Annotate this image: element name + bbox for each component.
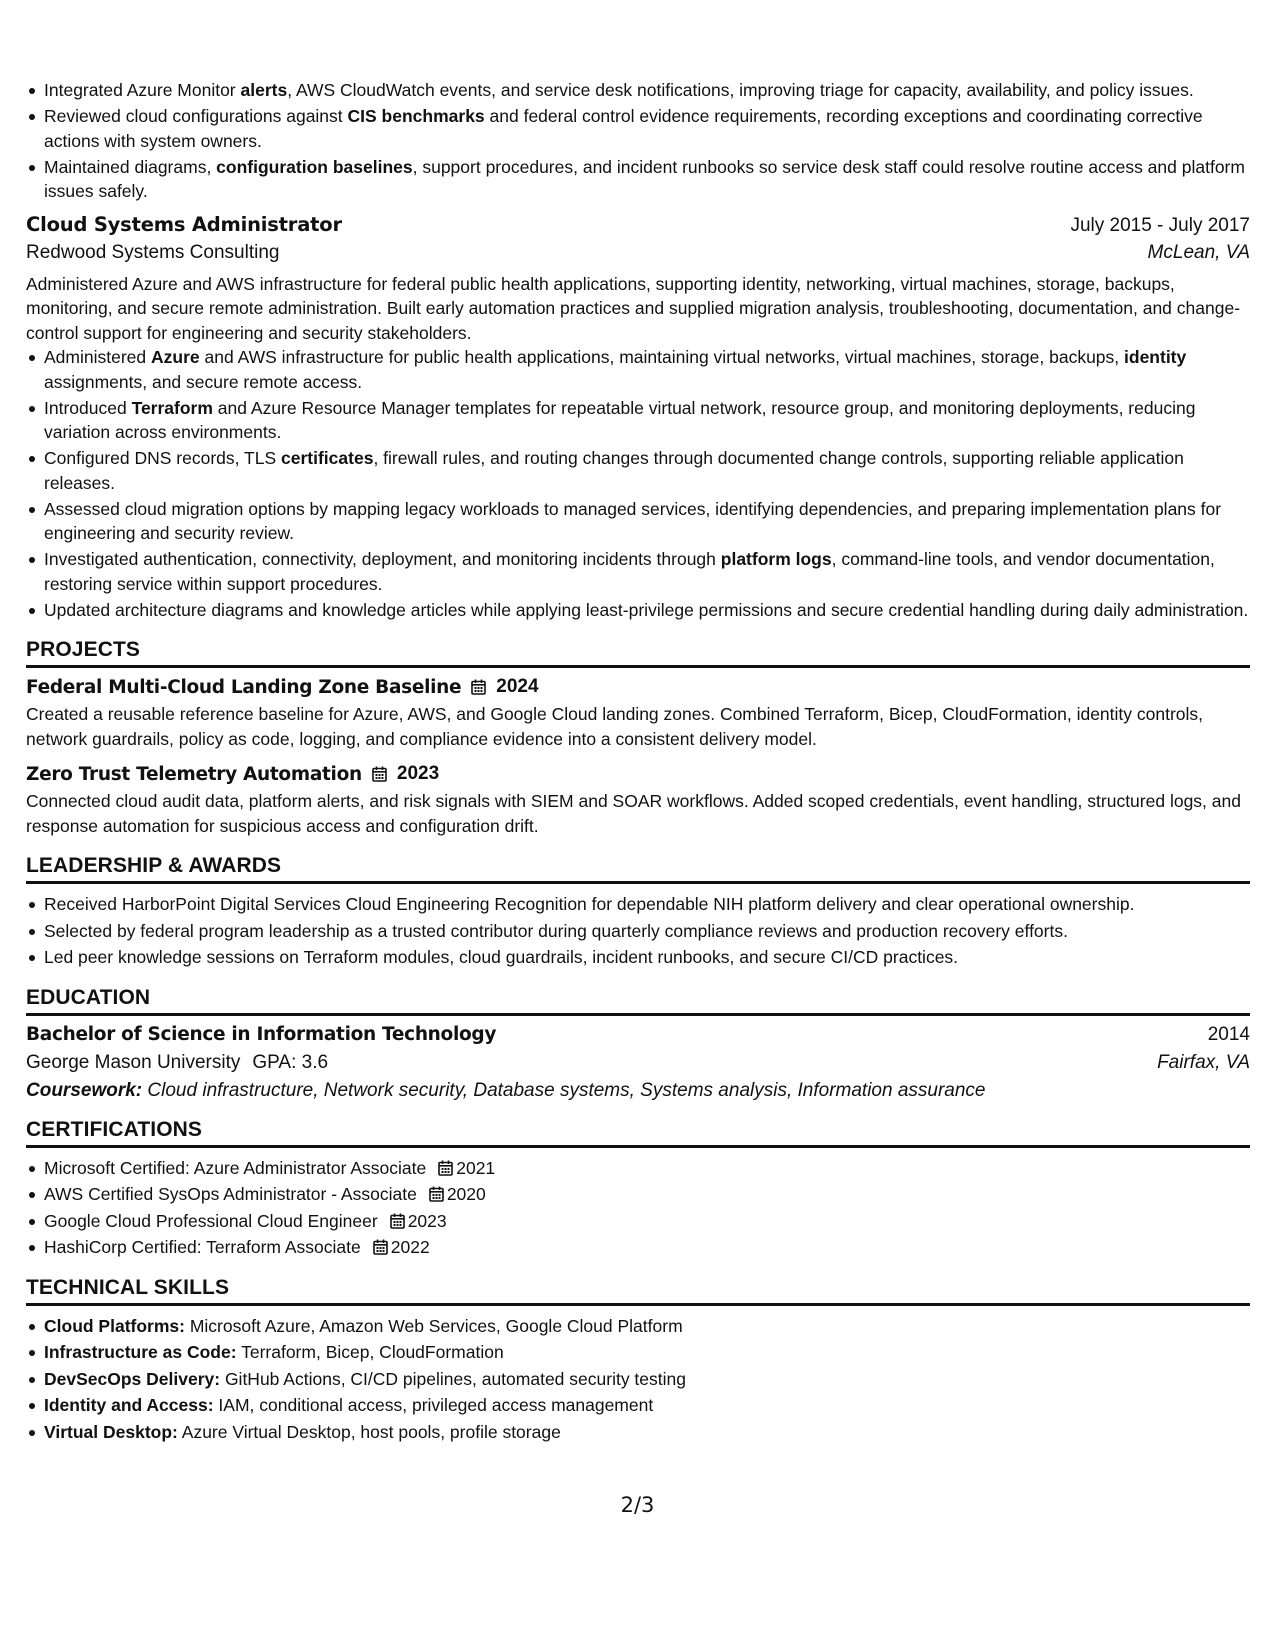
section-heading-skills: TECHNICAL SKILLS bbox=[26, 1276, 1250, 1306]
resume-page bbox=[26, 78, 1250, 1446]
list-item: Infrastructure as Code: Terraform, Bicep, CloudFormation bbox=[26, 1340, 1250, 1365]
list-item: Investigated authentication, connectivity, deployment, and monitoring incidents through platform logs, command-line tools, and vendor documentation, restoring service within support procedures. bbox=[26, 547, 1250, 596]
project-header bbox=[26, 763, 1250, 785]
certifications-list bbox=[26, 1156, 1250, 1260]
project-header bbox=[26, 676, 1250, 698]
education-subheader bbox=[26, 1052, 1250, 1074]
prior-job-bullets bbox=[26, 78, 1250, 204]
section-heading-certifications: CERTIFICATIONS bbox=[26, 1118, 1250, 1148]
list-item: Integrated Azure Monitor alerts, AWS CloudWatch events, and service desk notifications, improving triage for capacity, availability, and policy issues. bbox=[26, 78, 1250, 103]
leadership-list bbox=[26, 892, 1250, 970]
job-dates: July 2015 - July 2017 bbox=[1070, 214, 1250, 236]
job-subheader bbox=[26, 242, 1250, 264]
section-heading-leadership: LEADERSHIP & AWARDS bbox=[26, 854, 1250, 884]
calendar-icon bbox=[438, 1160, 453, 1176]
education-school: George Mason University bbox=[26, 1051, 241, 1073]
education-header bbox=[26, 1024, 1250, 1046]
list-item: Selected by federal program leadership as a trusted contributor during quarterly compliance reviews and production recovery efforts. bbox=[26, 919, 1250, 944]
job-title: Cloud Systems Administrator bbox=[26, 212, 342, 236]
skills-list bbox=[26, 1314, 1250, 1445]
page-number: 2/3 bbox=[620, 1493, 655, 1517]
job-company: Redwood Systems Consulting bbox=[26, 241, 280, 263]
section-heading-education: EDUCATION bbox=[26, 986, 1250, 1016]
list-item: Configured DNS records, TLS certificates, firewall rules, and routing changes through documented change controls, supporting reliable application releases. bbox=[26, 446, 1250, 495]
list-item: Received HarborPoint Digital Services Cloud Engineering Recognition for dependable NIH platform delivery and clear operational ownership. bbox=[26, 892, 1250, 917]
education-degree: Bachelor of Science in Information Technology bbox=[26, 1023, 497, 1045]
list-item: Assessed cloud migration options by mapping legacy workloads to managed services, identifying dependencies, and preparing implementation plans for engineering and security review. bbox=[26, 497, 1250, 546]
list-item: Introduced Terraform and Azure Resource Manager templates for repeatable virtual network, resource group, and monitoring deployments, reducing variation across environments. bbox=[26, 396, 1250, 445]
list-item: Identity and Access: IAM, conditional access, privileged access management bbox=[26, 1393, 1250, 1418]
project-year: 2024 bbox=[496, 676, 539, 697]
list-item: Microsoft Certified: Azure Administrator Associate 2021 bbox=[26, 1156, 1250, 1181]
list-item: HashiCorp Certified: Terraform Associate 2022 bbox=[26, 1235, 1250, 1260]
list-item: DevSecOps Delivery: GitHub Actions, CI/CD pipelines, automated security testing bbox=[26, 1367, 1250, 1392]
job-bullets bbox=[26, 345, 1250, 622]
project-title: Zero Trust Telemetry Automation bbox=[26, 763, 362, 785]
job-location: McLean, VA bbox=[1147, 241, 1250, 263]
calendar-icon bbox=[429, 1186, 444, 1202]
education-year: 2014 bbox=[1207, 1023, 1250, 1045]
list-item: Google Cloud Professional Cloud Engineer 2023 bbox=[26, 1209, 1250, 1234]
list-item: Maintained diagrams, configuration baselines, support procedures, and incident runbooks so service desk staff could resolve routine access and platform issues safely. bbox=[26, 155, 1250, 204]
calendar-icon bbox=[390, 1213, 405, 1229]
job-header bbox=[26, 213, 1250, 237]
project-description: Connected cloud audit data, platform alerts, and risk signals with SIEM and SOAR workflows. Added scoped credentials, event handling, structured logs, and response automation for suspicious access and configuration drift. bbox=[26, 791, 1241, 836]
project-year: 2023 bbox=[396, 763, 440, 784]
list-item: Updated architecture diagrams and knowledge articles while applying least-privilege permissions and secure credential handling during daily administration. bbox=[26, 598, 1250, 623]
list-item: Reviewed cloud configurations against CIS benchmarks and federal control evidence requirements, recording exceptions and coordinating corrective actions with system owners. bbox=[26, 104, 1250, 153]
section-heading-projects: PROJECTS bbox=[26, 638, 1250, 668]
list-item: Virtual Desktop: Azure Virtual Desktop, host pools, profile storage bbox=[26, 1420, 1250, 1445]
education-gpa: GPA: 3.6 bbox=[252, 1051, 329, 1073]
project-title: Federal Multi-Cloud Landing Zone Baseline bbox=[26, 676, 462, 698]
list-item: Administered Azure and AWS infrastructure for public health applications, maintaining virtual networks, virtual machines, storage, backups, identity assignments, and secure remote access. bbox=[26, 345, 1250, 394]
calendar-icon bbox=[471, 679, 486, 695]
project-description: Created a reusable reference baseline for Azure, AWS, and Google Cloud landing zones. Combined Terraform, Bicep, CloudFormation, identity controls, network guardrails, policy as code, logging, and compliance evidence into a consistent delivery model. bbox=[26, 704, 1204, 749]
education-location: Fairfax, VA bbox=[1157, 1051, 1250, 1073]
list-item: Led peer knowledge sessions on Terraform modules, cloud guardrails, incident runbooks, and secure CI/CD practices. bbox=[26, 945, 1250, 970]
job-summary: Administered Azure and AWS infrastructure for federal public health applications, supporting identity, networking, virtual machines, storage, backups, monitoring, and secure remote administration. Built early automation practices and supplied migration analysis, troubleshooting, documentation, and change-control support for engineering and security stakeholders. bbox=[26, 273, 1241, 343]
calendar-icon bbox=[373, 1239, 388, 1255]
list-item: Cloud Platforms: Microsoft Azure, Amazon Web Services, Google Cloud Platform bbox=[26, 1314, 1250, 1339]
education-coursework: Coursework: Cloud infrastructure, Network security, Database systems, Systems analysis, Information assurance bbox=[26, 1079, 986, 1101]
calendar-icon bbox=[372, 766, 387, 782]
list-item: AWS Certified SysOps Administrator - Associate 2020 bbox=[26, 1182, 1250, 1207]
